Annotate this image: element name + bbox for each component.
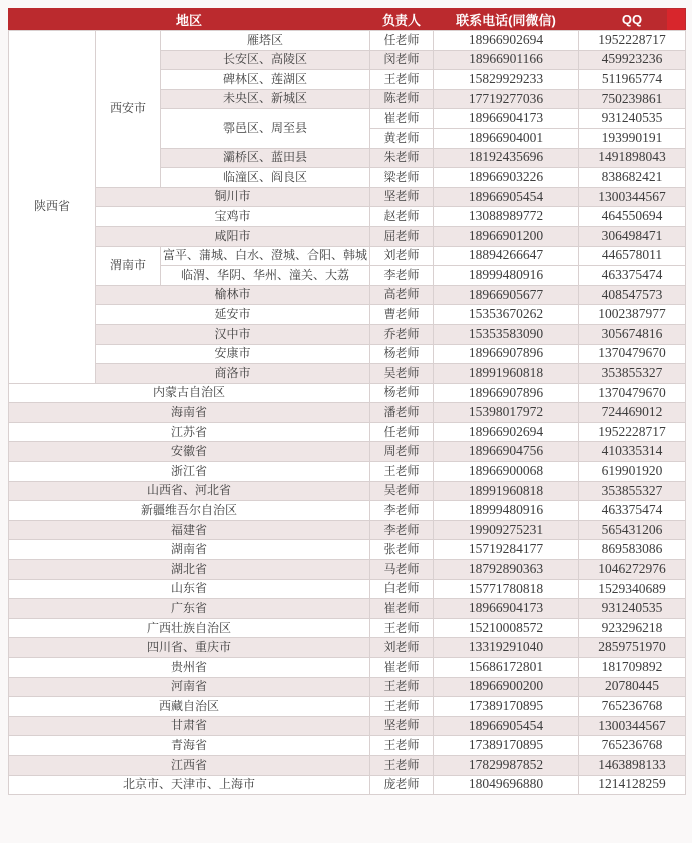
qq-cell: 446578011 xyxy=(579,246,686,266)
region-cell: 富平、蒲城、白水、澄城、合阳、韩城 xyxy=(161,246,370,266)
person-cell: 崔老师 xyxy=(370,599,434,619)
table-row xyxy=(9,579,686,599)
person-cell: 坚老师 xyxy=(370,187,434,207)
phone-cell: 18999480916 xyxy=(434,266,579,286)
phone-cell: 15719284177 xyxy=(434,540,579,560)
phone-cell: 13088989772 xyxy=(434,207,579,227)
phone-cell: 15353670262 xyxy=(434,305,579,325)
qq-cell: 724469012 xyxy=(579,403,686,423)
qq-cell: 410335314 xyxy=(579,442,686,462)
region-cell: 雁塔区 xyxy=(161,31,370,51)
person-cell: 刘老师 xyxy=(370,246,434,266)
region-cell: 西藏自治区 xyxy=(9,697,370,717)
table-row xyxy=(9,716,686,736)
qq-cell: 306498471 xyxy=(579,226,686,246)
person-cell: 任老师 xyxy=(370,31,434,51)
region-cell: 山东省 xyxy=(9,579,370,599)
person-cell: 李老师 xyxy=(370,501,434,521)
region-cell: 湖北省 xyxy=(9,560,370,580)
region-cell: 江苏省 xyxy=(9,422,370,442)
table-row xyxy=(9,187,686,207)
phone-cell: 18966907896 xyxy=(434,383,579,403)
qq-cell: 1300344567 xyxy=(579,716,686,736)
phone-cell: 18999480916 xyxy=(434,501,579,521)
region-cell: 北京市、天津市、上海市 xyxy=(9,775,370,795)
person-cell: 坚老师 xyxy=(370,716,434,736)
table-row xyxy=(9,501,686,521)
person-cell: 赵老师 xyxy=(370,207,434,227)
phone-cell: 19909275231 xyxy=(434,520,579,540)
region-cell: 榆林市 xyxy=(96,285,370,305)
phone-cell: 18991960818 xyxy=(434,364,579,384)
phone-cell: 18966904173 xyxy=(434,599,579,619)
phone-cell: 17829987852 xyxy=(434,755,579,775)
region-cell: 汉中市 xyxy=(96,324,370,344)
region-cell: 山西省、河北省 xyxy=(9,481,370,501)
phone-cell: 18966907896 xyxy=(434,344,579,364)
table-row xyxy=(9,422,686,442)
qq-cell: 305674816 xyxy=(579,324,686,344)
table-row xyxy=(9,540,686,560)
table-row xyxy=(9,658,686,678)
qq-cell: 1300344567 xyxy=(579,187,686,207)
qq-cell: 619901920 xyxy=(579,462,686,482)
header-qq-label: QQ xyxy=(621,12,643,27)
region-cell: 铜川市 xyxy=(96,187,370,207)
region-cell: 未央区、新城区 xyxy=(161,89,370,109)
phone-cell: 15829929233 xyxy=(434,70,579,90)
region-cell: 咸阳市 xyxy=(96,226,370,246)
phone-cell: 18966901200 xyxy=(434,226,579,246)
region-cell: 海南省 xyxy=(9,403,370,423)
phone-cell: 18192435696 xyxy=(434,148,579,168)
table-row xyxy=(9,599,686,619)
region-cell: 内蒙古自治区 xyxy=(9,383,370,403)
person-cell: 屈老师 xyxy=(370,226,434,246)
qq-cell: 1529340689 xyxy=(579,579,686,599)
header-row xyxy=(9,9,686,31)
qq-cell: 353855327 xyxy=(579,364,686,384)
person-cell: 王老师 xyxy=(370,736,434,756)
qq-cell: 1952228717 xyxy=(579,422,686,442)
header-person: 负责人 xyxy=(370,9,434,31)
region-cell: 青海省 xyxy=(9,736,370,756)
person-cell: 王老师 xyxy=(370,697,434,717)
phone-cell: 18966900200 xyxy=(434,677,579,697)
region-cell: 贵州省 xyxy=(9,658,370,678)
header-phone: 联系电话(同微信) xyxy=(434,9,579,31)
phone-cell: 13319291040 xyxy=(434,638,579,658)
qq-cell: 750239861 xyxy=(579,89,686,109)
qq-cell: 765236768 xyxy=(579,736,686,756)
phone-cell: 18792890363 xyxy=(434,560,579,580)
table-row xyxy=(9,207,686,227)
phone-cell: 15398017972 xyxy=(434,403,579,423)
region-cell: 宝鸡市 xyxy=(96,207,370,227)
table-row xyxy=(9,246,686,266)
person-cell: 刘老师 xyxy=(370,638,434,658)
region-cell: 广西壮族自治区 xyxy=(9,618,370,638)
phone-cell: 18966904173 xyxy=(434,109,579,129)
person-cell: 李老师 xyxy=(370,520,434,540)
table-row xyxy=(9,638,686,658)
region-cell: 浙江省 xyxy=(9,462,370,482)
qq-cell: 1370479670 xyxy=(579,344,686,364)
person-cell: 梁老师 xyxy=(370,168,434,188)
table-row xyxy=(9,442,686,462)
person-cell: 崔老师 xyxy=(370,109,434,129)
person-cell: 王老师 xyxy=(370,70,434,90)
region-cell: 江西省 xyxy=(9,755,370,775)
person-cell: 王老师 xyxy=(370,462,434,482)
qq-cell: 869583086 xyxy=(579,540,686,560)
region-cell: 福建省 xyxy=(9,520,370,540)
phone-cell: 18966900068 xyxy=(434,462,579,482)
qq-cell: 1463898133 xyxy=(579,755,686,775)
table-row xyxy=(9,285,686,305)
region-cell: 广东省 xyxy=(9,599,370,619)
region-cell: 安康市 xyxy=(96,344,370,364)
person-cell: 王老师 xyxy=(370,618,434,638)
region-cell: 临潼区、阎良区 xyxy=(161,168,370,188)
person-cell: 吴老师 xyxy=(370,364,434,384)
person-cell: 庞老师 xyxy=(370,775,434,795)
person-cell: 李老师 xyxy=(370,266,434,286)
phone-cell: 18966904001 xyxy=(434,128,579,148)
person-cell: 马老师 xyxy=(370,560,434,580)
person-cell: 白老师 xyxy=(370,579,434,599)
region-cell: 延安市 xyxy=(96,305,370,325)
regional-contacts-table xyxy=(8,8,686,795)
phone-cell: 18049696880 xyxy=(434,775,579,795)
table-row xyxy=(9,755,686,775)
header-region: 地区 xyxy=(9,9,370,31)
region-cell: 河南省 xyxy=(9,677,370,697)
region-cell: 陕西省 xyxy=(9,31,96,384)
table-row xyxy=(9,383,686,403)
qq-cell: 193990191 xyxy=(579,128,686,148)
qq-cell: 459923236 xyxy=(579,50,686,70)
qq-cell: 1002387977 xyxy=(579,305,686,325)
region-cell: 渭南市 xyxy=(96,246,161,285)
qq-cell: 463375474 xyxy=(579,266,686,286)
qq-cell: 20780445 xyxy=(579,677,686,697)
phone-cell: 18966902694 xyxy=(434,422,579,442)
phone-cell: 18966902694 xyxy=(434,31,579,51)
qq-cell: 408547573 xyxy=(579,285,686,305)
qq-cell: 511965774 xyxy=(579,70,686,90)
region-cell: 四川省、重庆市 xyxy=(9,638,370,658)
person-cell: 崔老师 xyxy=(370,658,434,678)
region-cell: 灞桥区、蓝田县 xyxy=(161,148,370,168)
table-row xyxy=(9,403,686,423)
table-row xyxy=(9,364,686,384)
phone-cell: 17389170895 xyxy=(434,697,579,717)
person-cell: 王老师 xyxy=(370,677,434,697)
qq-cell: 464550694 xyxy=(579,207,686,227)
person-cell: 曹老师 xyxy=(370,305,434,325)
person-cell: 杨老师 xyxy=(370,383,434,403)
qq-cell: 181709892 xyxy=(579,658,686,678)
table-row xyxy=(9,618,686,638)
phone-cell: 15771780818 xyxy=(434,579,579,599)
region-cell: 鄠邑区、周至县 xyxy=(161,109,370,148)
table-row xyxy=(9,226,686,246)
table-row xyxy=(9,677,686,697)
region-cell: 碑林区、莲湖区 xyxy=(161,70,370,90)
table-row xyxy=(9,520,686,540)
qq-cell: 765236768 xyxy=(579,697,686,717)
qq-cell: 1370479670 xyxy=(579,383,686,403)
region-cell: 新疆维吾尔自治区 xyxy=(9,501,370,521)
region-cell: 安徽省 xyxy=(9,442,370,462)
person-cell: 朱老师 xyxy=(370,148,434,168)
phone-cell: 18966901166 xyxy=(434,50,579,70)
phone-cell: 18894266647 xyxy=(434,246,579,266)
table-row xyxy=(9,775,686,795)
table-row xyxy=(9,697,686,717)
region-cell: 长安区、高陵区 xyxy=(161,50,370,70)
table-row xyxy=(9,324,686,344)
person-cell: 吴老师 xyxy=(370,481,434,501)
phone-cell: 17389170895 xyxy=(434,736,579,756)
person-cell: 周老师 xyxy=(370,442,434,462)
phone-cell: 15686172801 xyxy=(434,658,579,678)
header-corner-accent xyxy=(667,9,685,30)
qq-cell: 565431206 xyxy=(579,520,686,540)
person-cell: 闵老师 xyxy=(370,50,434,70)
qq-cell: 2859751970 xyxy=(579,638,686,658)
header-qq xyxy=(579,9,686,31)
table-row xyxy=(9,736,686,756)
person-cell: 王老师 xyxy=(370,755,434,775)
qq-cell: 353855327 xyxy=(579,481,686,501)
phone-cell: 18991960818 xyxy=(434,481,579,501)
qq-cell: 1952228717 xyxy=(579,31,686,51)
region-cell: 西安市 xyxy=(96,31,161,188)
person-cell: 任老师 xyxy=(370,422,434,442)
phone-cell: 15210008572 xyxy=(434,618,579,638)
person-cell: 杨老师 xyxy=(370,344,434,364)
qq-cell: 931240535 xyxy=(579,599,686,619)
phone-cell: 17719277036 xyxy=(434,89,579,109)
person-cell: 黄老师 xyxy=(370,128,434,148)
phone-cell: 18966905677 xyxy=(434,285,579,305)
phone-cell: 18966904756 xyxy=(434,442,579,462)
qq-cell: 838682421 xyxy=(579,168,686,188)
qq-cell: 923296218 xyxy=(579,618,686,638)
qq-cell: 1491898043 xyxy=(579,148,686,168)
phone-cell: 18966905454 xyxy=(434,716,579,736)
table-row xyxy=(9,31,686,51)
person-cell: 陈老师 xyxy=(370,89,434,109)
table-row xyxy=(9,462,686,482)
region-cell: 商洛市 xyxy=(96,364,370,384)
person-cell: 张老师 xyxy=(370,540,434,560)
qq-cell: 463375474 xyxy=(579,501,686,521)
table-row xyxy=(9,344,686,364)
qq-cell: 931240535 xyxy=(579,109,686,129)
table-row xyxy=(9,305,686,325)
region-cell: 临渭、华阴、华州、潼关、大荔 xyxy=(161,266,370,286)
person-cell: 乔老师 xyxy=(370,324,434,344)
person-cell: 高老师 xyxy=(370,285,434,305)
region-cell: 甘肃省 xyxy=(9,716,370,736)
table-row xyxy=(9,560,686,580)
region-cell: 湖南省 xyxy=(9,540,370,560)
phone-cell: 15353583090 xyxy=(434,324,579,344)
table-row xyxy=(9,481,686,501)
person-cell: 潘老师 xyxy=(370,403,434,423)
qq-cell: 1214128259 xyxy=(579,775,686,795)
qq-cell: 1046272976 xyxy=(579,560,686,580)
phone-cell: 18966903226 xyxy=(434,168,579,188)
phone-cell: 18966905454 xyxy=(434,187,579,207)
